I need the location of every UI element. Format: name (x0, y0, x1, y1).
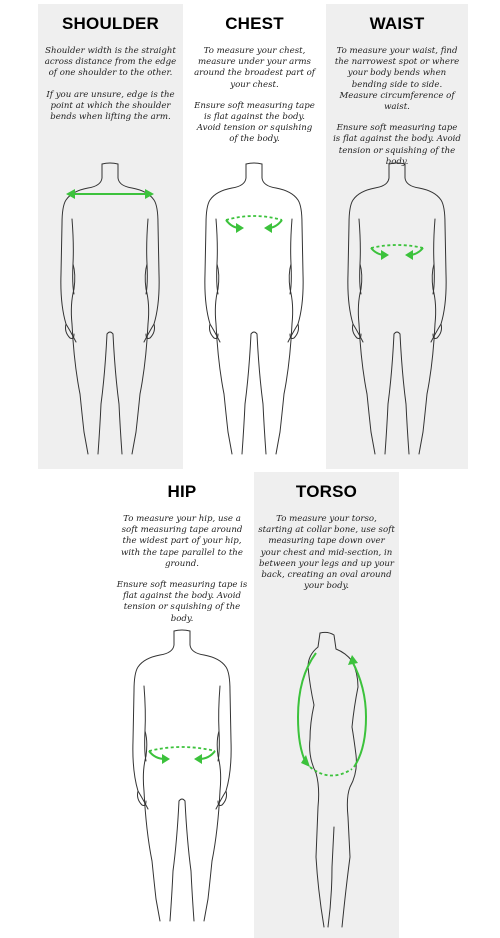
waist-panel (326, 4, 468, 469)
waist-description-p1: To measure your waist, find the narrowest spot or where your body bends when bending side to side. Measure circumference of waist. (334, 46, 460, 113)
shoulder-figure (38, 162, 183, 462)
shoulder-description (44, 46, 177, 133)
torso-description-p1: To measure your torso, starting at collar bone, use soft measuring tape down over your chest and mid-section, in between your legs and up your back, creating an oval around your body. (258, 514, 395, 592)
torso-panel (254, 472, 399, 938)
torso-description (258, 514, 395, 602)
waist-description-p2: Ensure soft measuring tape is flat against the body. Avoid tension or squishing of the body. (333, 123, 461, 167)
hip-panel (110, 474, 254, 938)
torso-figure (254, 627, 399, 937)
waist-figure (326, 162, 468, 462)
hip-description-p1: To measure your hip, use a soft measuring tape around the widest part of your hip, with the tape parallel to the ground. (121, 514, 243, 569)
waist-title: WAIST (369, 14, 425, 33)
shoulder-description-p1: Shoulder width is the straight across distance from the edge of one shoulder to the other. (44, 46, 177, 79)
hip-description-p2: Ensure soft measuring tape is flat against the body. Avoid tension or squishing of the body. (116, 580, 248, 624)
hip-title: HIP (167, 482, 197, 501)
chest-description (193, 46, 316, 156)
shoulder-panel (38, 4, 183, 469)
hip-description (114, 514, 250, 635)
chest-panel (183, 4, 326, 469)
hip-figure (110, 629, 254, 929)
chest-title: CHEST (225, 14, 284, 33)
chest-description-p2: Ensure soft measuring tape is flat against the body. Avoid tension or squishing of the body. (194, 100, 315, 145)
torso-title: TORSO (295, 482, 358, 501)
waist-description (332, 46, 462, 178)
chest-description-p1: To measure your chest, measure under your arms around the broadest part of your chest. (194, 46, 315, 90)
shoulder-title: SHOULDER (62, 14, 159, 33)
shoulder-description-p2: If you are unsure, edge is the point at which the shoulder bends when lifting the arm. (46, 89, 175, 123)
chest-figure (183, 162, 326, 462)
